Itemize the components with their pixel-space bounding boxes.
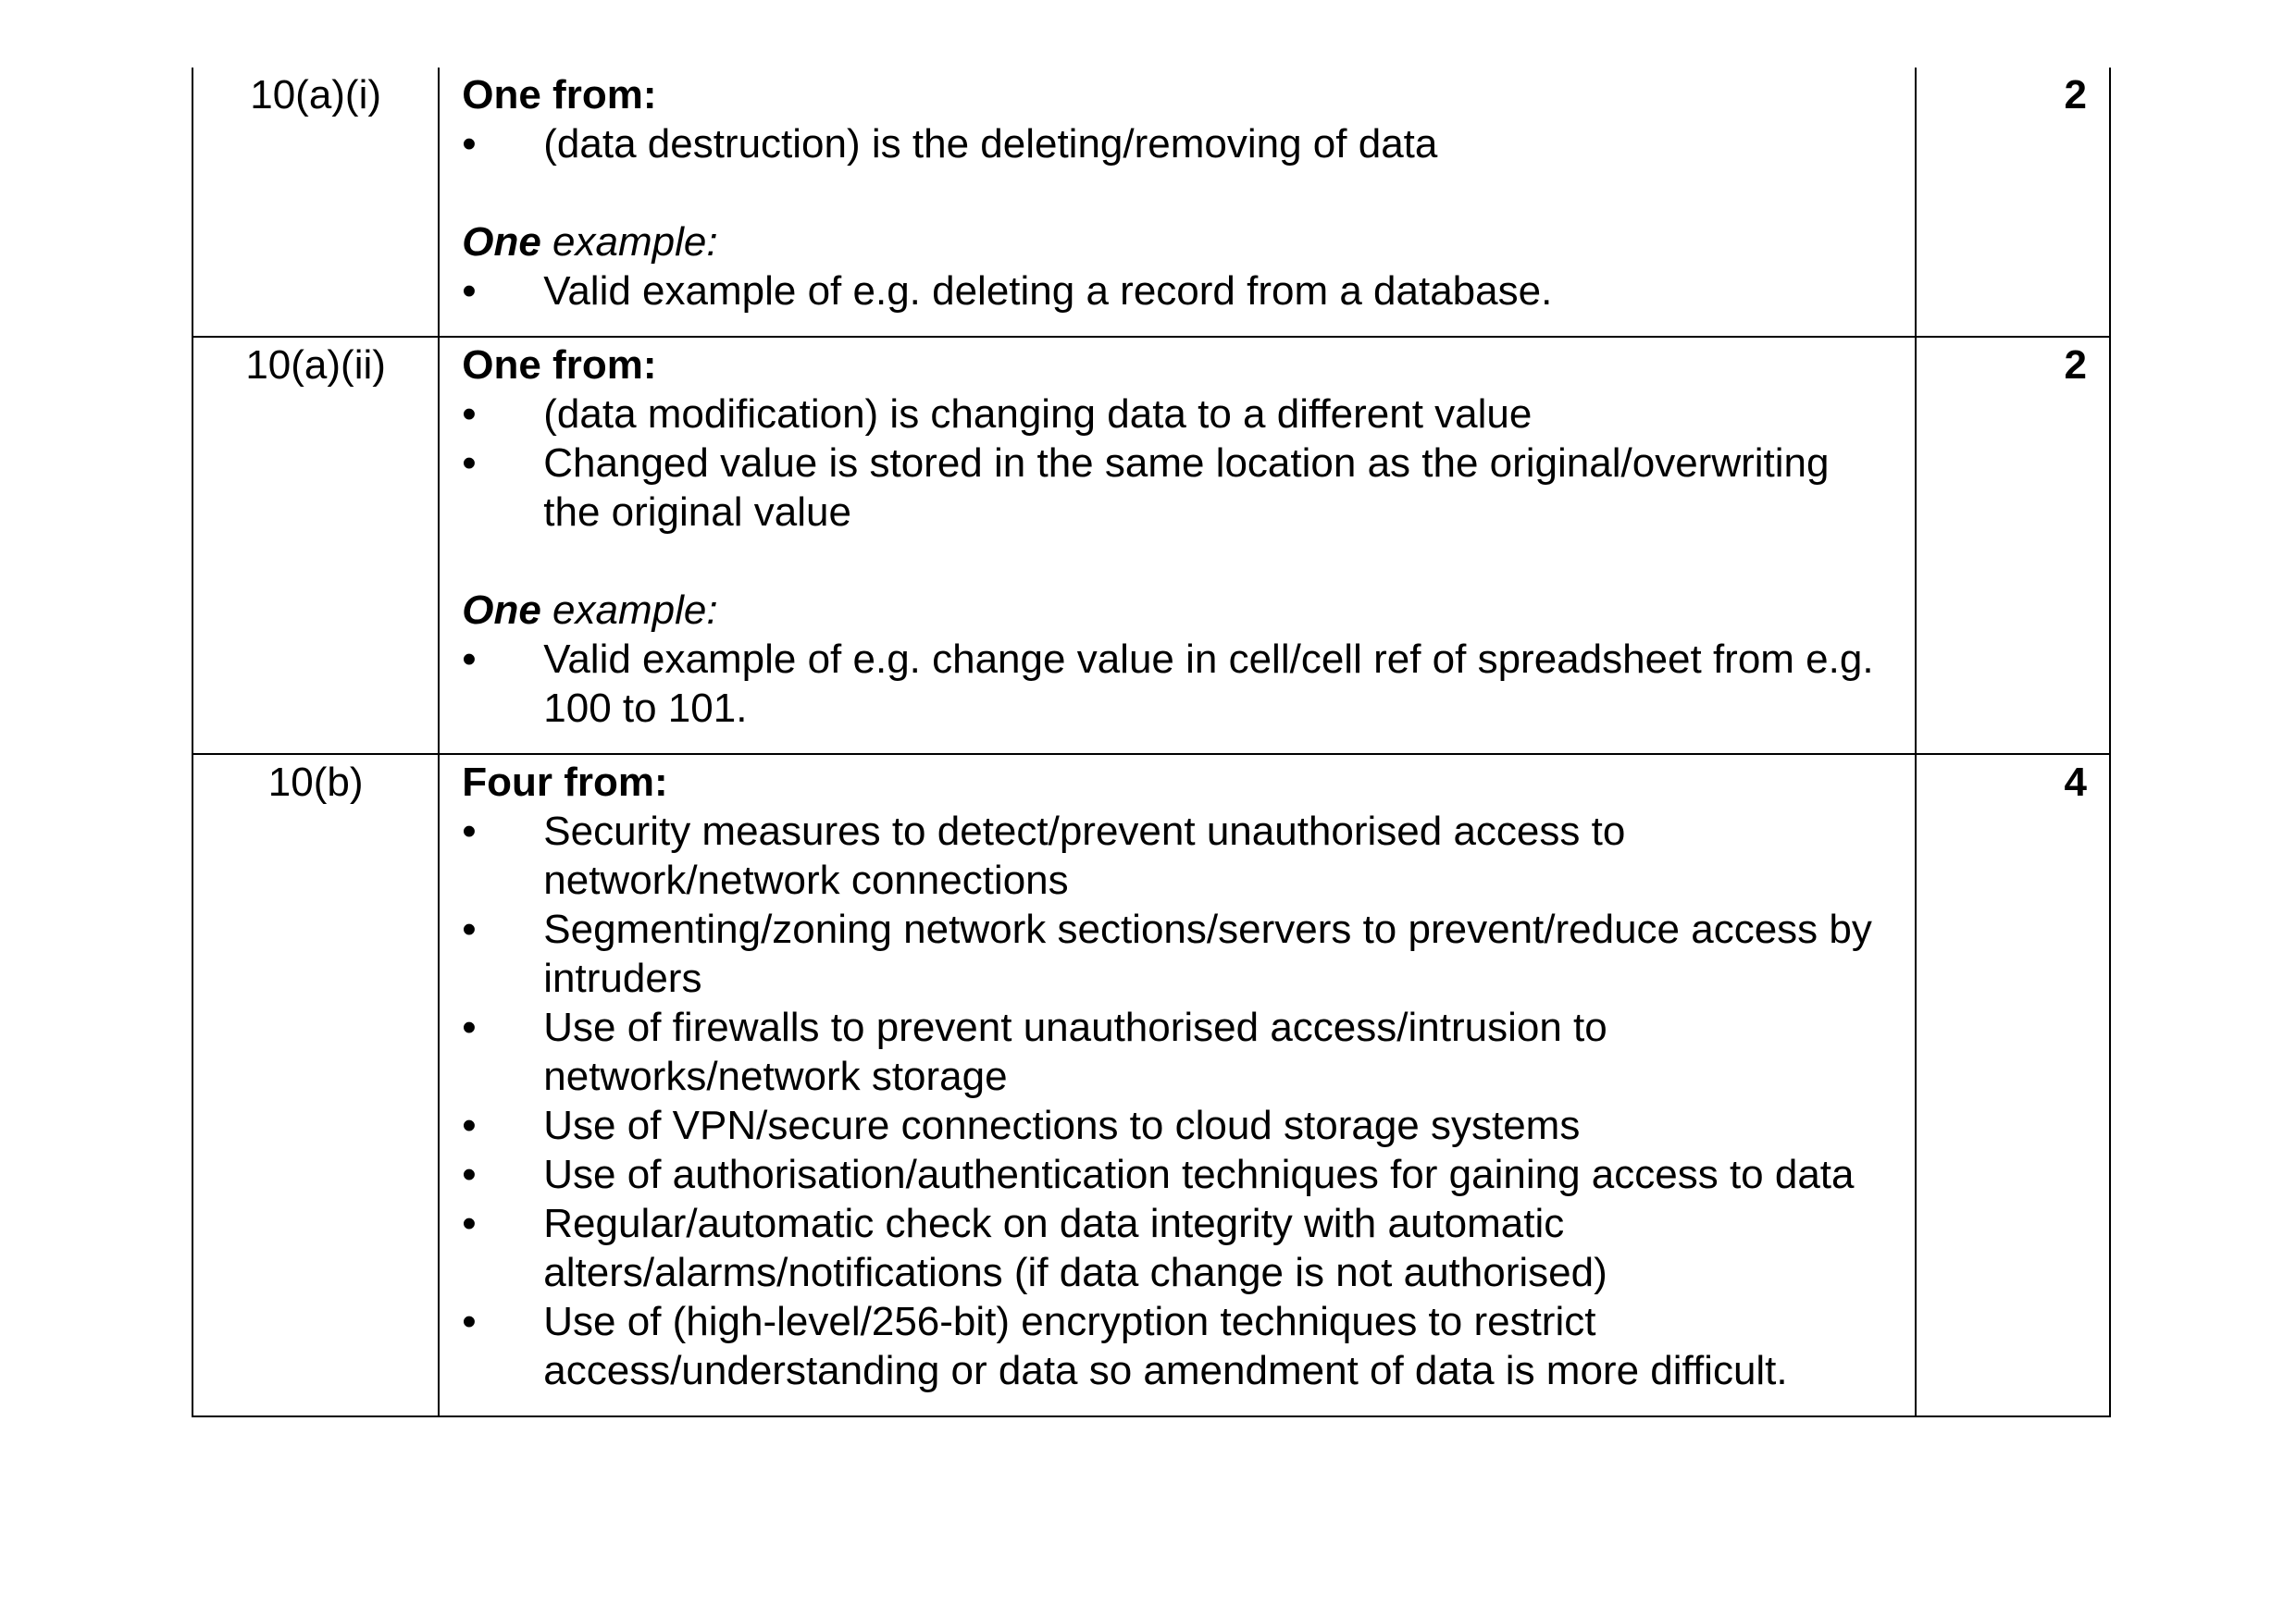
example-heading-count: One	[462, 587, 541, 633]
answer-heading: Four from:	[462, 760, 668, 805]
example-heading	[462, 217, 1896, 266]
marks: 4	[1916, 754, 2110, 1416]
answer-point: • Changed value is stored in the same location as the original/overwriting the original value	[462, 439, 1896, 537]
answer-point: • Use of authorisation/authentication techniques for gaining access to data	[462, 1150, 1896, 1199]
example-point: • Valid example of e.g. deleting a record from a database.	[462, 266, 1896, 315]
example-heading-label: example:	[540, 219, 718, 265]
example-heading	[462, 586, 1896, 635]
answer-points	[462, 119, 1896, 168]
example-heading-count: One	[462, 219, 541, 265]
example-points	[462, 635, 1896, 733]
table-row	[192, 754, 2110, 1416]
table-row	[192, 337, 2110, 754]
question-number: 10(b)	[192, 754, 439, 1416]
answer-cell	[439, 337, 1916, 754]
mark-scheme-table	[192, 68, 2111, 1417]
answer-point: • (data modification) is changing data to a different value	[462, 389, 1896, 439]
table-row	[192, 68, 2110, 337]
answer-points	[462, 807, 1896, 1395]
answer-heading: One from:	[462, 72, 657, 117]
answer-point: • Security measures to detect/prevent unauthorised access to network/network connections	[462, 807, 1896, 905]
answer-point: • Use of (high-level/256-bit) encryption techniques to restrict access/understanding or data so amendment of data is more difficult.	[462, 1297, 1896, 1395]
answer-point: • Use of firewalls to prevent unauthorised access/intrusion to networks/network storage	[462, 1003, 1896, 1101]
answer-point: • (data destruction) is the deleting/removing of data	[462, 119, 1896, 168]
question-number: 10(a)(ii)	[192, 337, 439, 754]
example-point: • Valid example of e.g. change value in cell/cell ref of spreadsheet from e.g. 100 to 101.	[462, 635, 1896, 733]
marks: 2	[1916, 68, 2110, 337]
answer-point: • Use of VPN/secure connections to cloud storage systems	[462, 1101, 1896, 1150]
answer-cell	[439, 68, 1916, 337]
example-points	[462, 266, 1896, 315]
answer-heading: One from:	[462, 342, 657, 388]
answer-cell	[439, 754, 1916, 1416]
answer-points	[462, 389, 1896, 537]
answer-point: • Regular/automatic check on data integrity with automatic alters/alarms/notifications (if data change is not authorised)	[462, 1199, 1896, 1297]
example-heading-label: example:	[540, 587, 718, 633]
answer-point: • Segmenting/zoning network sections/servers to prevent/reduce access by intruders	[462, 905, 1896, 1003]
marks: 2	[1916, 337, 2110, 754]
question-number: 10(a)(i)	[192, 68, 439, 337]
